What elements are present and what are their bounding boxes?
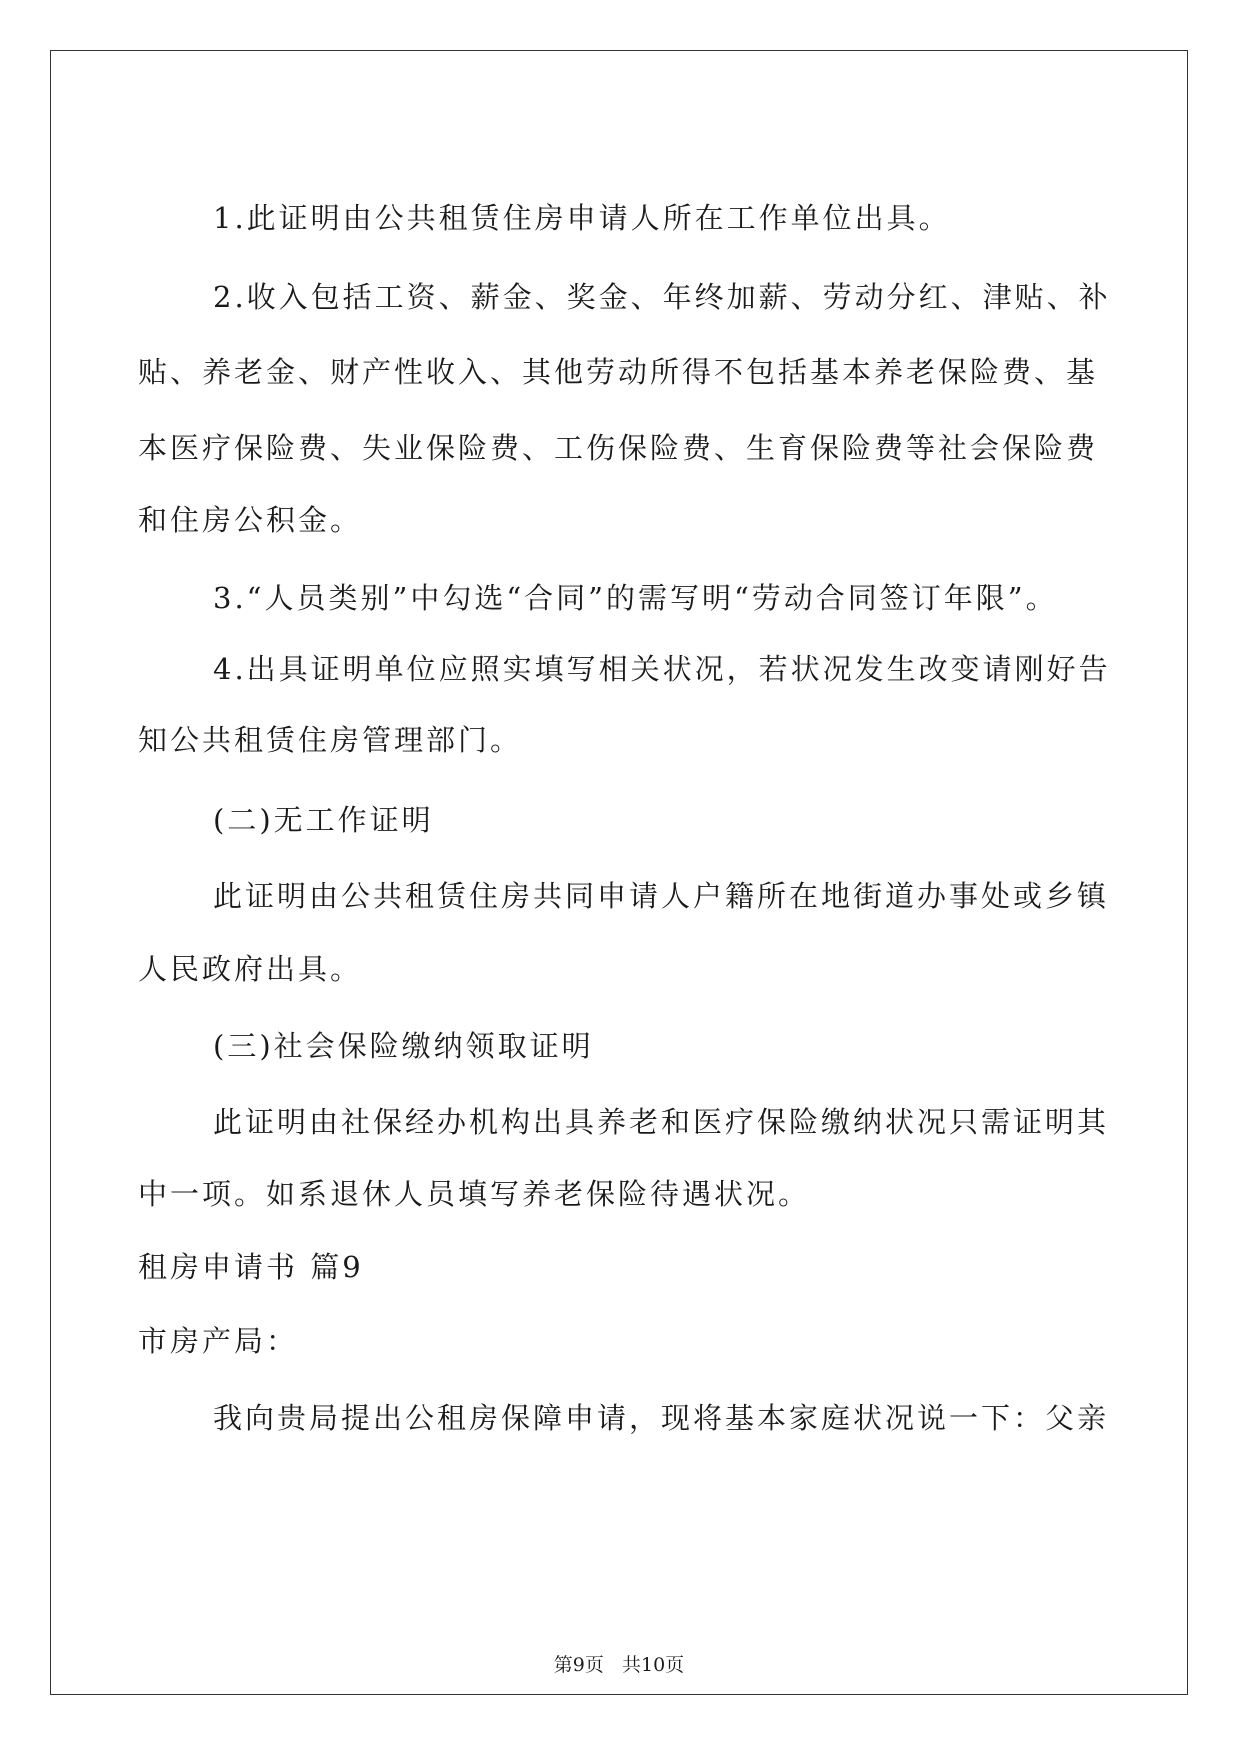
paragraph-line: 中一项。如系退休人员填写养老保险待遇状况。 (138, 1177, 811, 1211)
salutation: 市房产局： (138, 1324, 299, 1358)
paragraph-line: 1.此证明由公共租赁住房申请人所在工作单位出具。 (213, 201, 951, 235)
paragraph-line: 贴、养老金、财产性收入、其他劳动所得不包括基本养老保险费、基 (138, 355, 1099, 389)
paragraph-line: 我向贵局提出公租房保障申请，现将基本家庭状况说一下：父亲 (213, 1401, 1110, 1435)
paragraph-line: 知公共租赁住房管理部门。 (138, 723, 523, 757)
paragraph-line: 人民政府出具。 (138, 952, 363, 986)
paragraph-line: 2.收入包括工资、薪金、奖金、年终加薪、劳动分红、津贴、补 (213, 280, 1111, 314)
paragraph-line: 3.“人员类别”中勾选“合同”的需写明“劳动合同签订年限”。 (213, 581, 1058, 615)
section-heading: (三)社会保险缴纳领取证明 (213, 1029, 594, 1063)
section-heading: (二)无工作证明 (213, 803, 434, 837)
paragraph-line: 和住房公积金。 (138, 503, 363, 537)
paragraph-line: 本医疗保险费、失业保险费、工伤保险费、生育保险费等社会保险费 (138, 431, 1099, 465)
page-border (50, 50, 1188, 1695)
article-title: 租房申请书 篇9 (138, 1250, 364, 1284)
paragraph-line: 4.出具证明单位应照实填写相关状况，若状况发生改变请刚好告 (213, 652, 1111, 686)
paragraph-line: 此证明由公共租赁住房共同申请人户籍所在地街道办事处或乡镇 (213, 879, 1110, 913)
paragraph-line: 此证明由社保经办机构出具养老和医疗保险缴纳状况只需证明其 (213, 1105, 1110, 1139)
document-body (51, 51, 1187, 1694)
page-number-footer: 第9页 共10页 (553, 1654, 685, 1676)
